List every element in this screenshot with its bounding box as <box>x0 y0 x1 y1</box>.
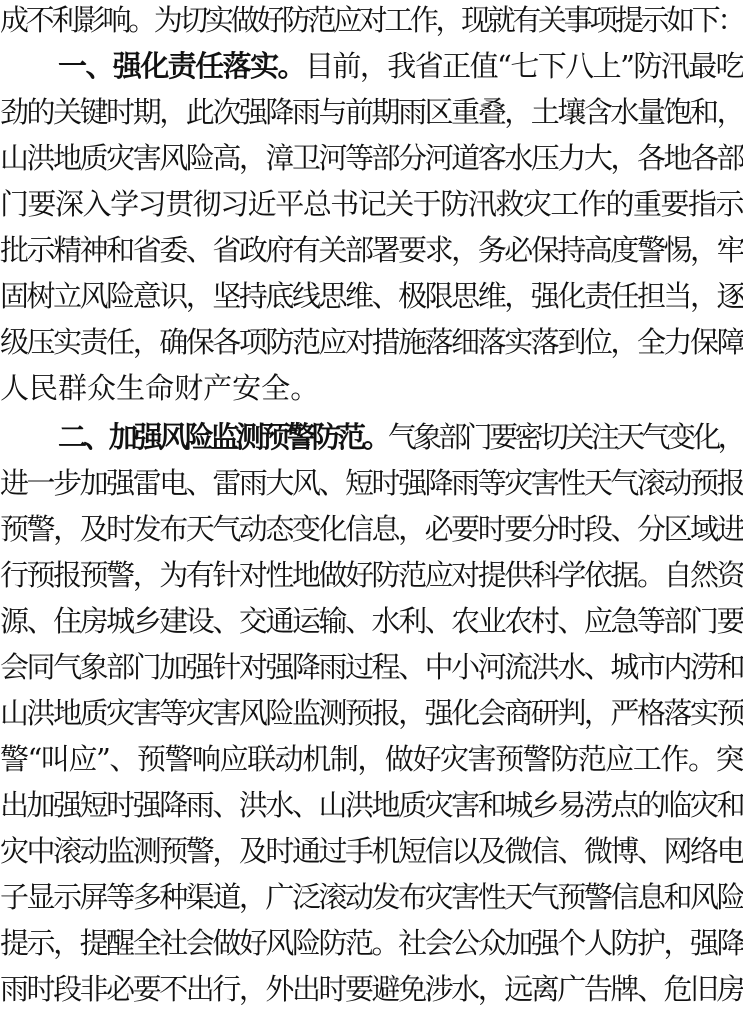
text-line <box>0 831 743 871</box>
text-line <box>0 923 743 963</box>
text-line-heading-2 <box>58 417 743 457</box>
line-text: 批示精神和省委、省政府有关部署要求，务必保持高度警惕，牢 <box>0 233 743 267</box>
line-text: 预警，及时发布天气动态变化信息，必要时要分时段、分区域进 <box>0 512 743 546</box>
line-text: 警“叫应”、预警响应联动机制，做好灾害预警防范应工作。突 <box>0 742 743 776</box>
text-line <box>0 184 743 224</box>
line-text: 成不利影响。为切实做好防范应对工作，现就有关事项提示如下： <box>0 3 743 37</box>
text-line <box>0 276 743 316</box>
line-text: 子显示屏等多种渠道，广泛滚动发布灾害性天气预警信息和风险 <box>0 880 743 914</box>
line-text: 级压实责任，确保各项防范应对措施落细落实落到位，全力保障 <box>0 325 743 359</box>
text-line-heading-1 <box>58 46 743 86</box>
line-text: 会同气象部门加强针对强降雨过程、中小河流洪水、城市内涝和 <box>0 650 743 684</box>
section-heading: 一、强化责任落实。 <box>58 49 305 83</box>
line-text: 门要深入学习贯彻习近平总书记关于防汛救灾工作的重要指示 <box>0 187 743 221</box>
text-line <box>0 601 743 641</box>
line-text: 行预报预警，为有针对性地做好防范应对提供科学依据。自然资 <box>0 558 743 592</box>
text-line <box>0 509 743 549</box>
text-line <box>0 877 743 917</box>
line-text: 气象部门要密切关注天气变化， <box>387 420 743 454</box>
text-line <box>0 92 743 132</box>
line-text: 雨时段非必要不出行，外出时要避免涉水，远离广告牌、危旧房 <box>0 972 743 1006</box>
section-heading: 二、加强风险监测预警防范。 <box>58 420 388 454</box>
text-line <box>0 555 743 595</box>
line-text: 固树立风险意识，坚持底线思维、极限思维，强化责任担当，逐 <box>0 279 743 313</box>
text-line <box>0 647 743 687</box>
line-text: 灾中滚动监测预警，及时通过手机短信以及微信、微博、网络电 <box>0 834 743 868</box>
line-text: 人民群众生命财产安全。 <box>0 371 320 405</box>
text-line <box>0 785 743 825</box>
line-text: 进一步加强雷电、雷雨大风、短时强降雨等灾害性天气滚动预报 <box>0 466 743 500</box>
line-text: 出加强短时强降雨、洪水、山洪地质灾害和城乡易涝点的临灾和 <box>0 788 743 822</box>
text-line <box>0 969 743 1009</box>
line-text: 山洪地质灾害风险高，漳卫河等部分河道客水压力大，各地各部 <box>0 141 743 175</box>
text-line <box>0 138 743 178</box>
line-text: 目前，我省正值“七下八上”防汛最吃 <box>304 49 743 83</box>
line-text: 山洪地质灾害等灾害风险监测预报，强化会商研判，严格落实预 <box>0 696 743 730</box>
text-line <box>0 322 743 362</box>
line-text: 源、住房城乡建设、交通运输、水利、农业农村、应急等部门要 <box>0 604 743 638</box>
text-line <box>0 368 743 408</box>
text-line <box>0 463 743 503</box>
text-line <box>0 739 743 779</box>
text-line <box>0 230 743 270</box>
line-text: 提示，提醒全社会做好风险防范。社会公众加强个人防护，强降 <box>0 926 743 960</box>
line-text: 劲的关键时期，此次强降雨与前期雨区重叠，土壤含水量饱和， <box>0 95 743 129</box>
text-line <box>0 693 743 733</box>
text-line <box>0 0 743 40</box>
